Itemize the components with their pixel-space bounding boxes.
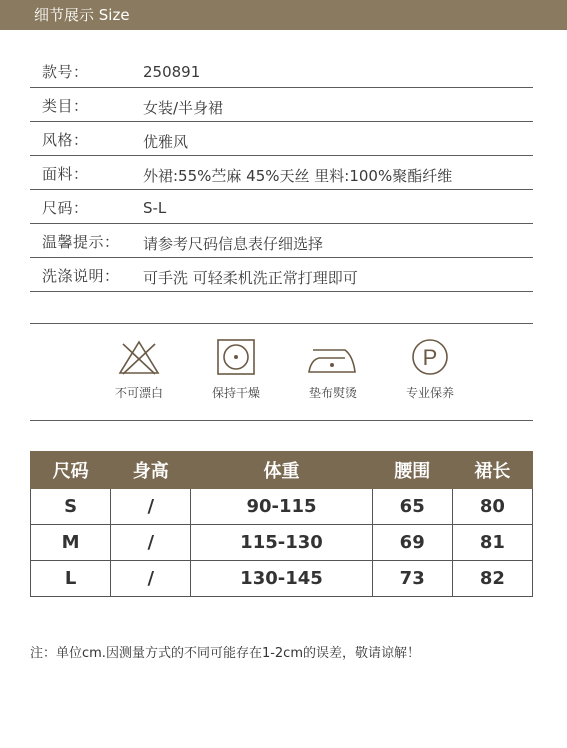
tumble-dry-icon <box>214 338 258 376</box>
attr-value: S-L <box>143 199 167 217</box>
cell-height: / <box>111 489 191 525</box>
header-weight: 体重 <box>191 452 372 489</box>
cell-weight: 90-115 <box>191 489 372 525</box>
cell-height: / <box>111 561 191 597</box>
care-instructions <box>30 323 533 421</box>
table-row <box>31 489 533 525</box>
cell-waist: 73 <box>372 561 452 597</box>
attr-row-tip <box>30 224 533 258</box>
attr-label: 风格： <box>42 131 89 149</box>
cell-size: S <box>31 489 111 525</box>
attr-label: 尺码： <box>42 199 89 217</box>
attr-value: 女装/半身裙 <box>143 99 224 117</box>
care-item-no-bleach <box>99 338 179 401</box>
attr-value: 250891 <box>143 63 201 81</box>
attr-row-style <box>30 122 533 156</box>
cell-waist: 65 <box>372 489 452 525</box>
attr-label: 洗涤说明： <box>42 267 120 285</box>
cell-length: 82 <box>452 561 532 597</box>
attr-value: 优雅风 <box>143 133 189 151</box>
attr-label: 温馨提示： <box>42 233 120 251</box>
attr-row-size <box>30 190 533 224</box>
size-table-header <box>31 452 533 489</box>
table-row <box>31 525 533 561</box>
care-label: 不可漂白 <box>114 386 163 400</box>
care-item-keep-dry <box>196 338 276 401</box>
header-waist: 腰围 <box>372 452 452 489</box>
no-bleach-icon <box>117 338 161 376</box>
size-table <box>30 451 533 597</box>
care-label: 保持干燥 <box>211 386 260 400</box>
attribute-list <box>30 54 533 292</box>
table-row <box>31 561 533 597</box>
header-height: 身高 <box>111 452 191 489</box>
attr-row-category <box>30 88 533 122</box>
header-length: 裙长 <box>452 452 532 489</box>
cell-weight: 115-130 <box>191 525 372 561</box>
cell-weight: 130-145 <box>191 561 372 597</box>
care-label: 专业保养 <box>405 386 454 400</box>
attr-row-fabric <box>30 156 533 190</box>
iron-icon <box>305 338 361 376</box>
care-label: 垫布熨烫 <box>308 386 357 400</box>
professional-clean-symbol: P <box>422 345 438 370</box>
cell-size: M <box>31 525 111 561</box>
section-title: 细节展示 Size <box>34 6 130 24</box>
attr-value: 外裙:55%苎麻 45%天丝 里料:100%聚酯纤维 <box>143 167 453 185</box>
professional-clean-icon <box>408 338 452 376</box>
attr-label: 类目： <box>42 97 89 115</box>
care-item-iron <box>293 338 373 401</box>
cell-length: 81 <box>452 525 532 561</box>
cell-length: 80 <box>452 489 532 525</box>
header-size: 尺码 <box>31 452 111 489</box>
cell-size: L <box>31 561 111 597</box>
attr-row-style-number <box>30 54 533 88</box>
measurement-note: 注：单位cm.因测量方式的不同可能存在1-2cm的误差，敬请谅解！ <box>30 646 420 661</box>
attr-row-wash <box>30 258 533 292</box>
care-item-professional <box>390 338 470 401</box>
cell-waist: 69 <box>372 525 452 561</box>
attr-label: 面料： <box>42 165 89 183</box>
attr-value: 请参考尺码信息表仔细选择 <box>143 235 324 253</box>
cell-height: / <box>111 525 191 561</box>
attr-value: 可手洗 可轻柔机洗正常打理即可 <box>143 269 358 287</box>
section-header <box>0 0 567 30</box>
attr-label: 款号： <box>42 63 89 81</box>
